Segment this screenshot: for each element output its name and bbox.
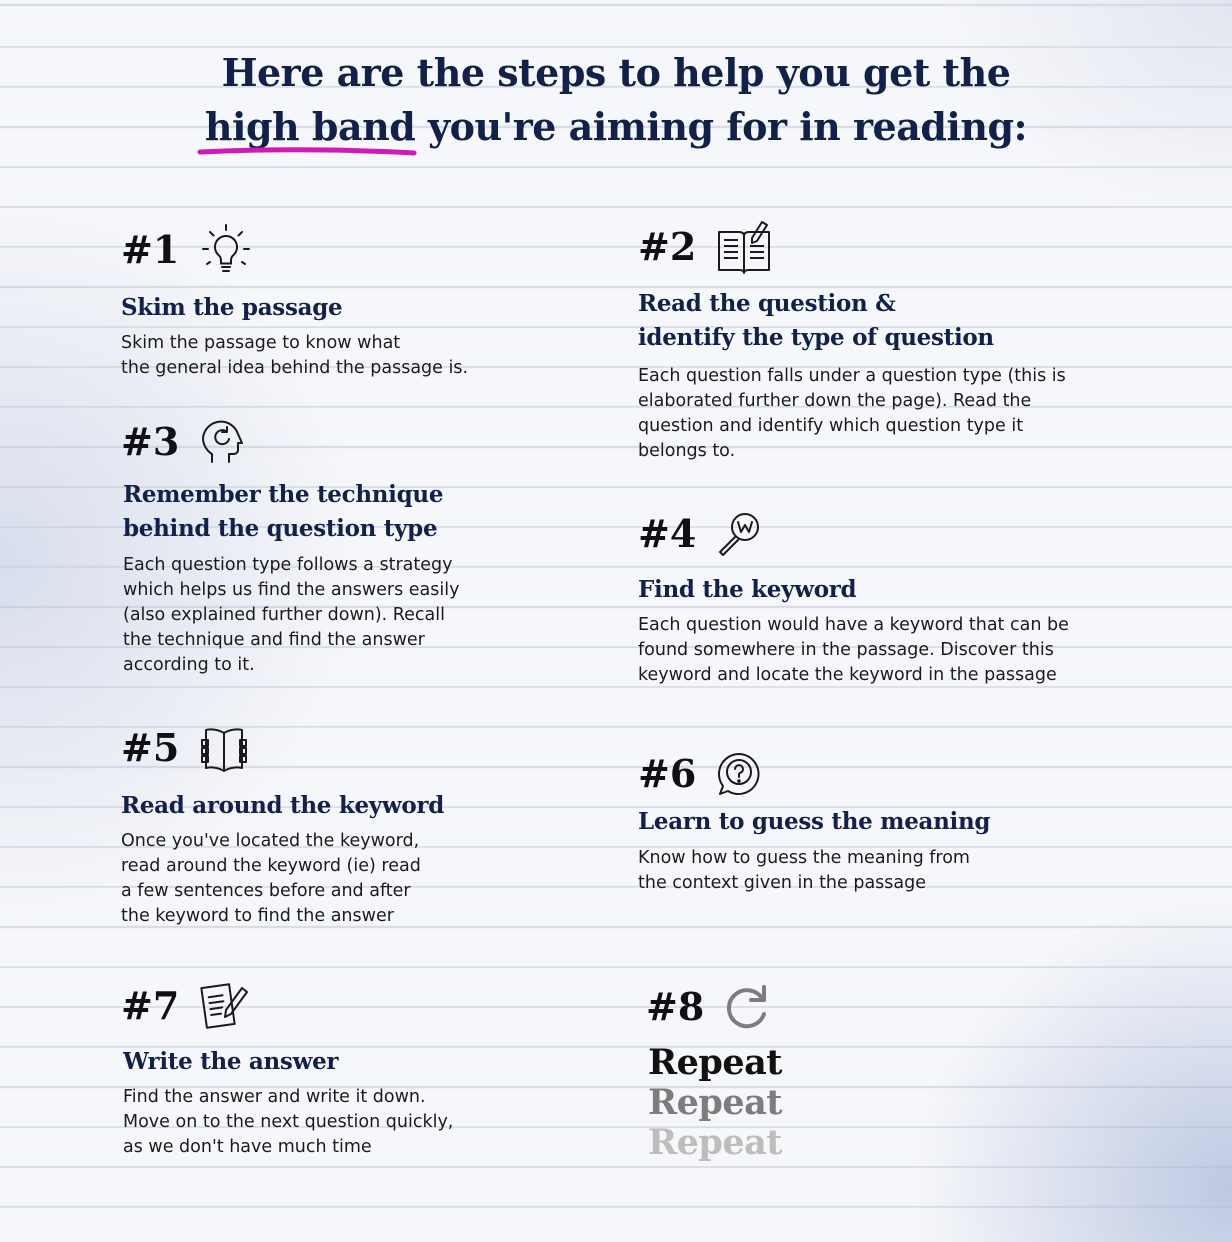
hands-book-icon [198, 722, 250, 774]
step-number: #7 [121, 983, 180, 1028]
title-highlight [205, 100, 415, 154]
step-1-heading: Skim the passage [121, 294, 343, 321]
head-refresh-icon [198, 418, 244, 466]
step-1-number-row [121, 222, 254, 278]
question-bubble-icon [715, 750, 763, 798]
step-5-body: Once you've located the keyword, read around the keyword (ie) read a few sentences before and after the keyword to find the answer [121, 831, 421, 926]
step-4-number-row [638, 510, 763, 558]
step-number: #6 [638, 751, 697, 796]
title-line-2: you're aiming for in reading: [415, 104, 1028, 149]
step-6-heading: Learn to guess the meaning [638, 808, 991, 835]
step-8-number-row [646, 982, 773, 1032]
step-2-number-row [638, 218, 773, 276]
step-7-heading: Write the answer [123, 1048, 339, 1075]
magnifier-w-icon [715, 510, 763, 558]
step-number: #1 [121, 227, 180, 272]
page-title [0, 46, 1232, 154]
refresh-icon [723, 982, 773, 1032]
step-5-number-row [121, 722, 250, 774]
repeat-text-3: Repeat [648, 1122, 782, 1163]
step-5-heading: Read around the keyword [121, 792, 444, 819]
step-4-heading: Find the keyword [638, 576, 857, 603]
step-6-body: Know how to guess the meaning from the context given in the passage [638, 848, 970, 893]
step-3-heading: Remember the technique behind the question type [123, 481, 444, 542]
step-number: #8 [646, 984, 705, 1029]
step-3-number-row [121, 418, 244, 466]
step-6-number-row [638, 750, 763, 798]
step-3-body: Each question type follows a strategy which helps us find the answers easily (also explained further down). Recall the technique and find the answer according to it. [123, 555, 460, 675]
step-4-body: Each question would have a keyword that can be found somewhere in the passage. Discover this keyword and locate the keyword in the passage [638, 615, 1069, 685]
title-line-1: Here are the steps to help you get the [221, 50, 1011, 95]
highlight-underline-icon [197, 146, 417, 158]
step-number: #4 [638, 511, 697, 556]
step-7-body: Find the answer and write it down. Move on to the next question quickly, as we don't have much time [123, 1087, 454, 1157]
step-number: #3 [121, 419, 180, 464]
repeat-text-1: Repeat [648, 1042, 782, 1083]
step-2-heading: Read the question & identify the type of question [638, 290, 994, 351]
step-number: #2 [638, 224, 697, 269]
repeat-text-2: Repeat [648, 1082, 782, 1123]
step-number: #5 [121, 725, 180, 770]
title-highlight-text: high band [204, 104, 416, 149]
step-7-number-row [121, 980, 250, 1032]
lightbulb-icon [198, 222, 254, 278]
open-book-pen-icon [715, 218, 773, 276]
step-2-body: Each question falls under a question type (this is elaborated further down the page). Read the question and identify which question type it belongs to. [638, 366, 1066, 461]
step-1-body: Skim the passage to know what the general idea behind the passage is. [121, 333, 469, 378]
document-pen-icon [198, 980, 250, 1032]
